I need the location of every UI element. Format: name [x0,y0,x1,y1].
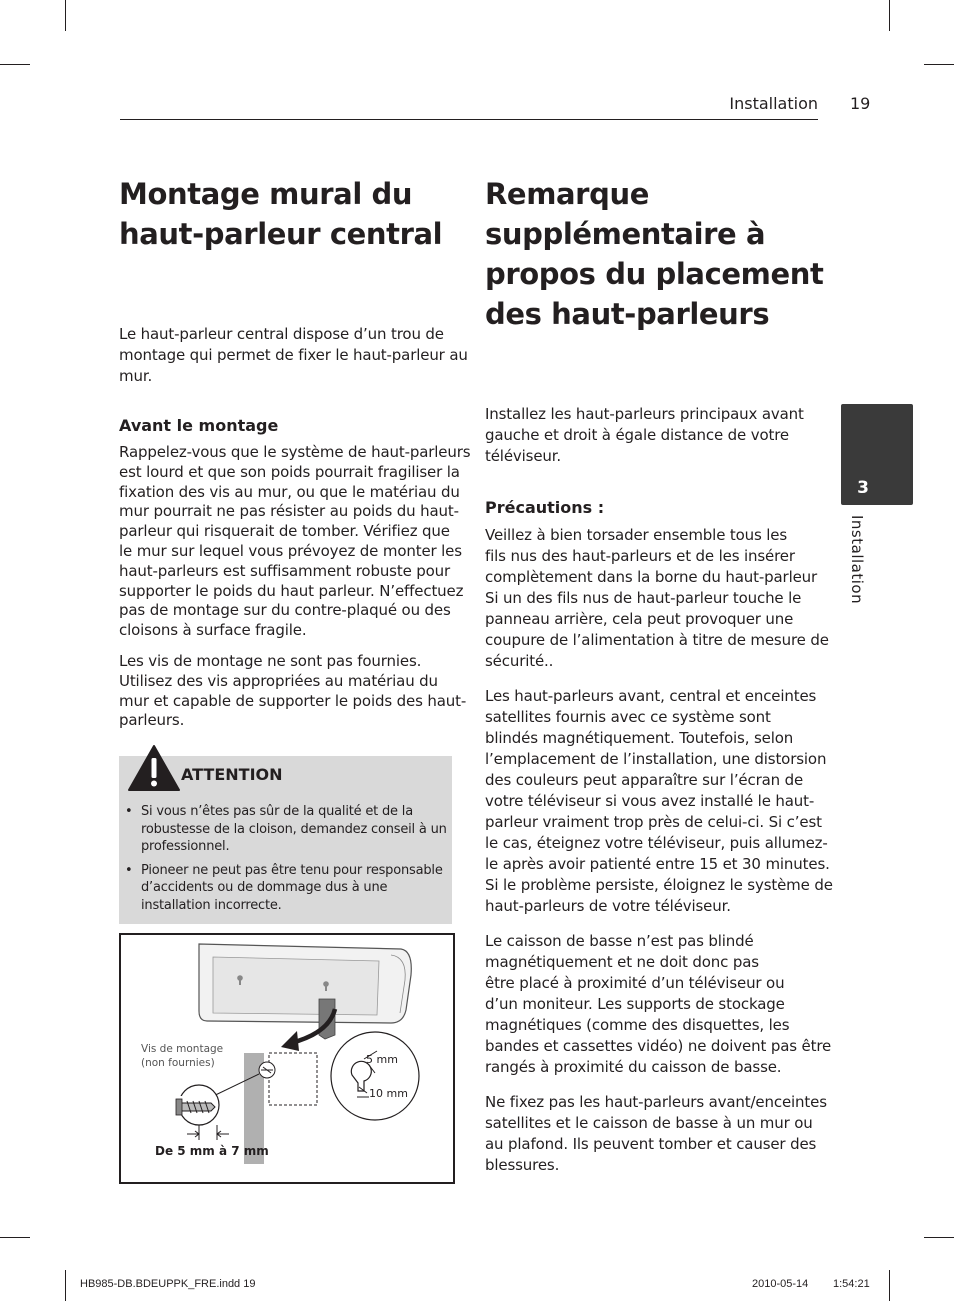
text-line: mur. [119,367,153,385]
right-title [485,174,823,334]
crop-mark [924,64,954,65]
attention-title: ATTENTION [181,765,283,784]
text-line: l’emplacement de l’installation, une distorsion [485,750,827,768]
text-line: coupure de l’alimentation à titre de mesure de [485,631,829,649]
text-line: haut-parleurs de votre téléviseur. [485,897,731,915]
text-line: rangés à proximité du caisson de basse. [485,1058,782,1076]
gap-label: De 5 mm à 7 mm [155,1144,269,1158]
text-line: bandes et cassettes vidéo) ne doivent pas être [485,1037,832,1055]
right-paragraph-2 [485,686,833,917]
footer-file: HB985-DB.BDEUPPK_FRE.indd 19 [80,1278,256,1290]
text-line: fils nus des haut-parleurs et de les insérer [485,547,795,565]
left-title-line: haut-parleur central [119,217,443,251]
text-line: au plafond. Ils peuvent tomber et causer des [485,1135,817,1153]
right-paragraph-1 [485,525,829,672]
text-line: le après avoir patienté entre 15 et 30 minutes. [485,855,830,873]
text-line: téléviseur. [485,447,562,465]
left-title-line: Montage mural du [119,177,413,211]
text-line: Ne fixez pas les haut-parleurs avant/enceintes [485,1093,827,1111]
text-line: Les vis de montage ne sont pas fournies. [119,652,422,670]
crop-mark [889,0,890,31]
crop-mark [924,1237,954,1238]
text-line: est lourd et que son poids pourrait fragiliser la [119,462,460,481]
text-line: Le caisson de basse n’est pas blindé [485,932,754,950]
right-subheading: Précautions : [485,498,605,517]
text-line: sécurité.. [485,652,554,670]
right-title-line: propos du placement [485,257,824,291]
text-line: Si un des fils nus de haut-parleur touche le [485,589,802,607]
text-line: parleur vraiment trop près de celui-ci. Si c’est [485,813,822,831]
text-line: Les haut-parleurs avant, central et enceintes [485,687,817,705]
text-line: satellites fournis avec ce système sont [485,708,771,726]
text-line: d’un moniteur. Les supports de stockage [485,995,785,1013]
text-line: Rappelez-vous que le système de haut-parleurs [119,443,471,461]
dimension-5mm: 5 mm [366,1053,398,1066]
right-title-line: des haut-parleurs [485,297,770,331]
text-line: blindés magnétiquement. Toutefois, selon [485,729,794,747]
right-title-line: supplémentaire à [485,217,766,251]
text-line: panneau arrière, cela peut provoquer une [485,610,794,628]
attention-item-text: Pioneer ne peut pas être tenu pour responsable d’accidents ou de dommage dus à une installation incorrecte. [141,862,443,913]
crop-mark [65,1270,66,1301]
text-line: Si le problème persiste, éloignez le système de [485,876,833,894]
footer-date: 2010-05-14 [752,1278,809,1290]
text-line: mur pourrait ne pas résister au poids du haut- [119,502,459,521]
left-paragraph-1 [119,443,470,641]
attention-list [121,803,447,920]
right-intro [485,404,804,467]
text-line: parleur qui risquerait de tomber. Vérifiez que [119,522,450,541]
text-line: fixation des vis au mur, ou que le matériau du [119,482,460,501]
text-line: magnétiquement et ne doit donc pas [485,953,759,971]
text-line: votre téléviseur si vous avez installé le haut- [485,792,815,810]
right-paragraph-3 [485,931,831,1078]
chapter-tab-number: 3 [857,478,869,498]
footer-time: 1:54:21 [833,1278,870,1290]
screw-label-line: Vis de montage [141,1043,224,1055]
warning-icon [127,744,181,792]
left-title [119,174,442,254]
text-line: gauche et droit à égale distance de votre [485,426,789,444]
right-title-line: Remarque [485,177,649,211]
text-line: le mur sur lequel vous prévoyez de monter les [119,541,462,560]
text-line: haut-parleurs est suffisamment robuste pour [119,561,451,580]
page-number: 19 [850,94,871,113]
running-title: Installation [729,94,818,113]
screw-label [141,1042,223,1070]
text-line: mur et capable de supporter le poids des haut- [119,691,467,710]
crop-mark [0,64,30,65]
attention-item-text: Si vous n’êtes pas sûr de la qualité et de la robustesse de la cloison, demandez conseil à un professionnel. [141,804,447,854]
crop-mark [65,0,66,31]
text-line: pas de montage sur du contre-plaqué ou des [119,601,451,620]
text-line: satellites et le caisson de basse à un mur ou [485,1114,813,1132]
dimension-10mm: 10 mm [369,1087,408,1100]
right-paragraph-4 [485,1092,827,1176]
text-line: complètement dans la borne du haut-parleur [485,568,818,586]
text-line: cloisons à surface fragile. [119,621,307,640]
left-intro [119,324,468,387]
text-line: Veillez à bien torsader ensemble tous les [485,526,788,544]
left-paragraph-2 [119,652,466,731]
screw-label-line: (non fournies) [141,1057,215,1069]
text-line: parleurs. [119,711,185,730]
text-line: Le haut-parleur central dispose d’un trou de [119,325,444,343]
crop-mark [889,1270,890,1301]
chapter-tab-label: Installation [848,515,866,605]
text-line: magnétiques (comme des disquettes, les [485,1016,790,1034]
left-subheading: Avant le montage [119,416,279,435]
header-rule [120,119,818,120]
text-line: supporter le poids du haut parleur. N’effectuez [119,581,464,600]
text-line: Utilisez des vis appropriées au matériau du [119,671,438,690]
crop-mark [0,1237,30,1238]
text-line: montage qui permet de fixer le haut-parleur au [119,346,468,364]
text-line: blessures. [485,1156,560,1174]
text-line: Installez les haut-parleurs principaux avant [485,405,804,423]
text-line: des couleurs peut apparaître sur l’écran de [485,771,804,789]
list-item: • Pioneer ne peut pas être tenu pour responsable d’accidents ou de dommage dus à une installation incorrecte. [125,862,443,913]
text-line: être placé à proximité d’un téléviseur ou [485,974,785,992]
list-item: • Si vous n’êtes pas sûr de la qualité et de la robustesse de la cloison, demandez conseil à un professionnel. [125,804,447,854]
text-line: le cas, éteignez votre téléviseur, puis allumez- [485,834,828,852]
